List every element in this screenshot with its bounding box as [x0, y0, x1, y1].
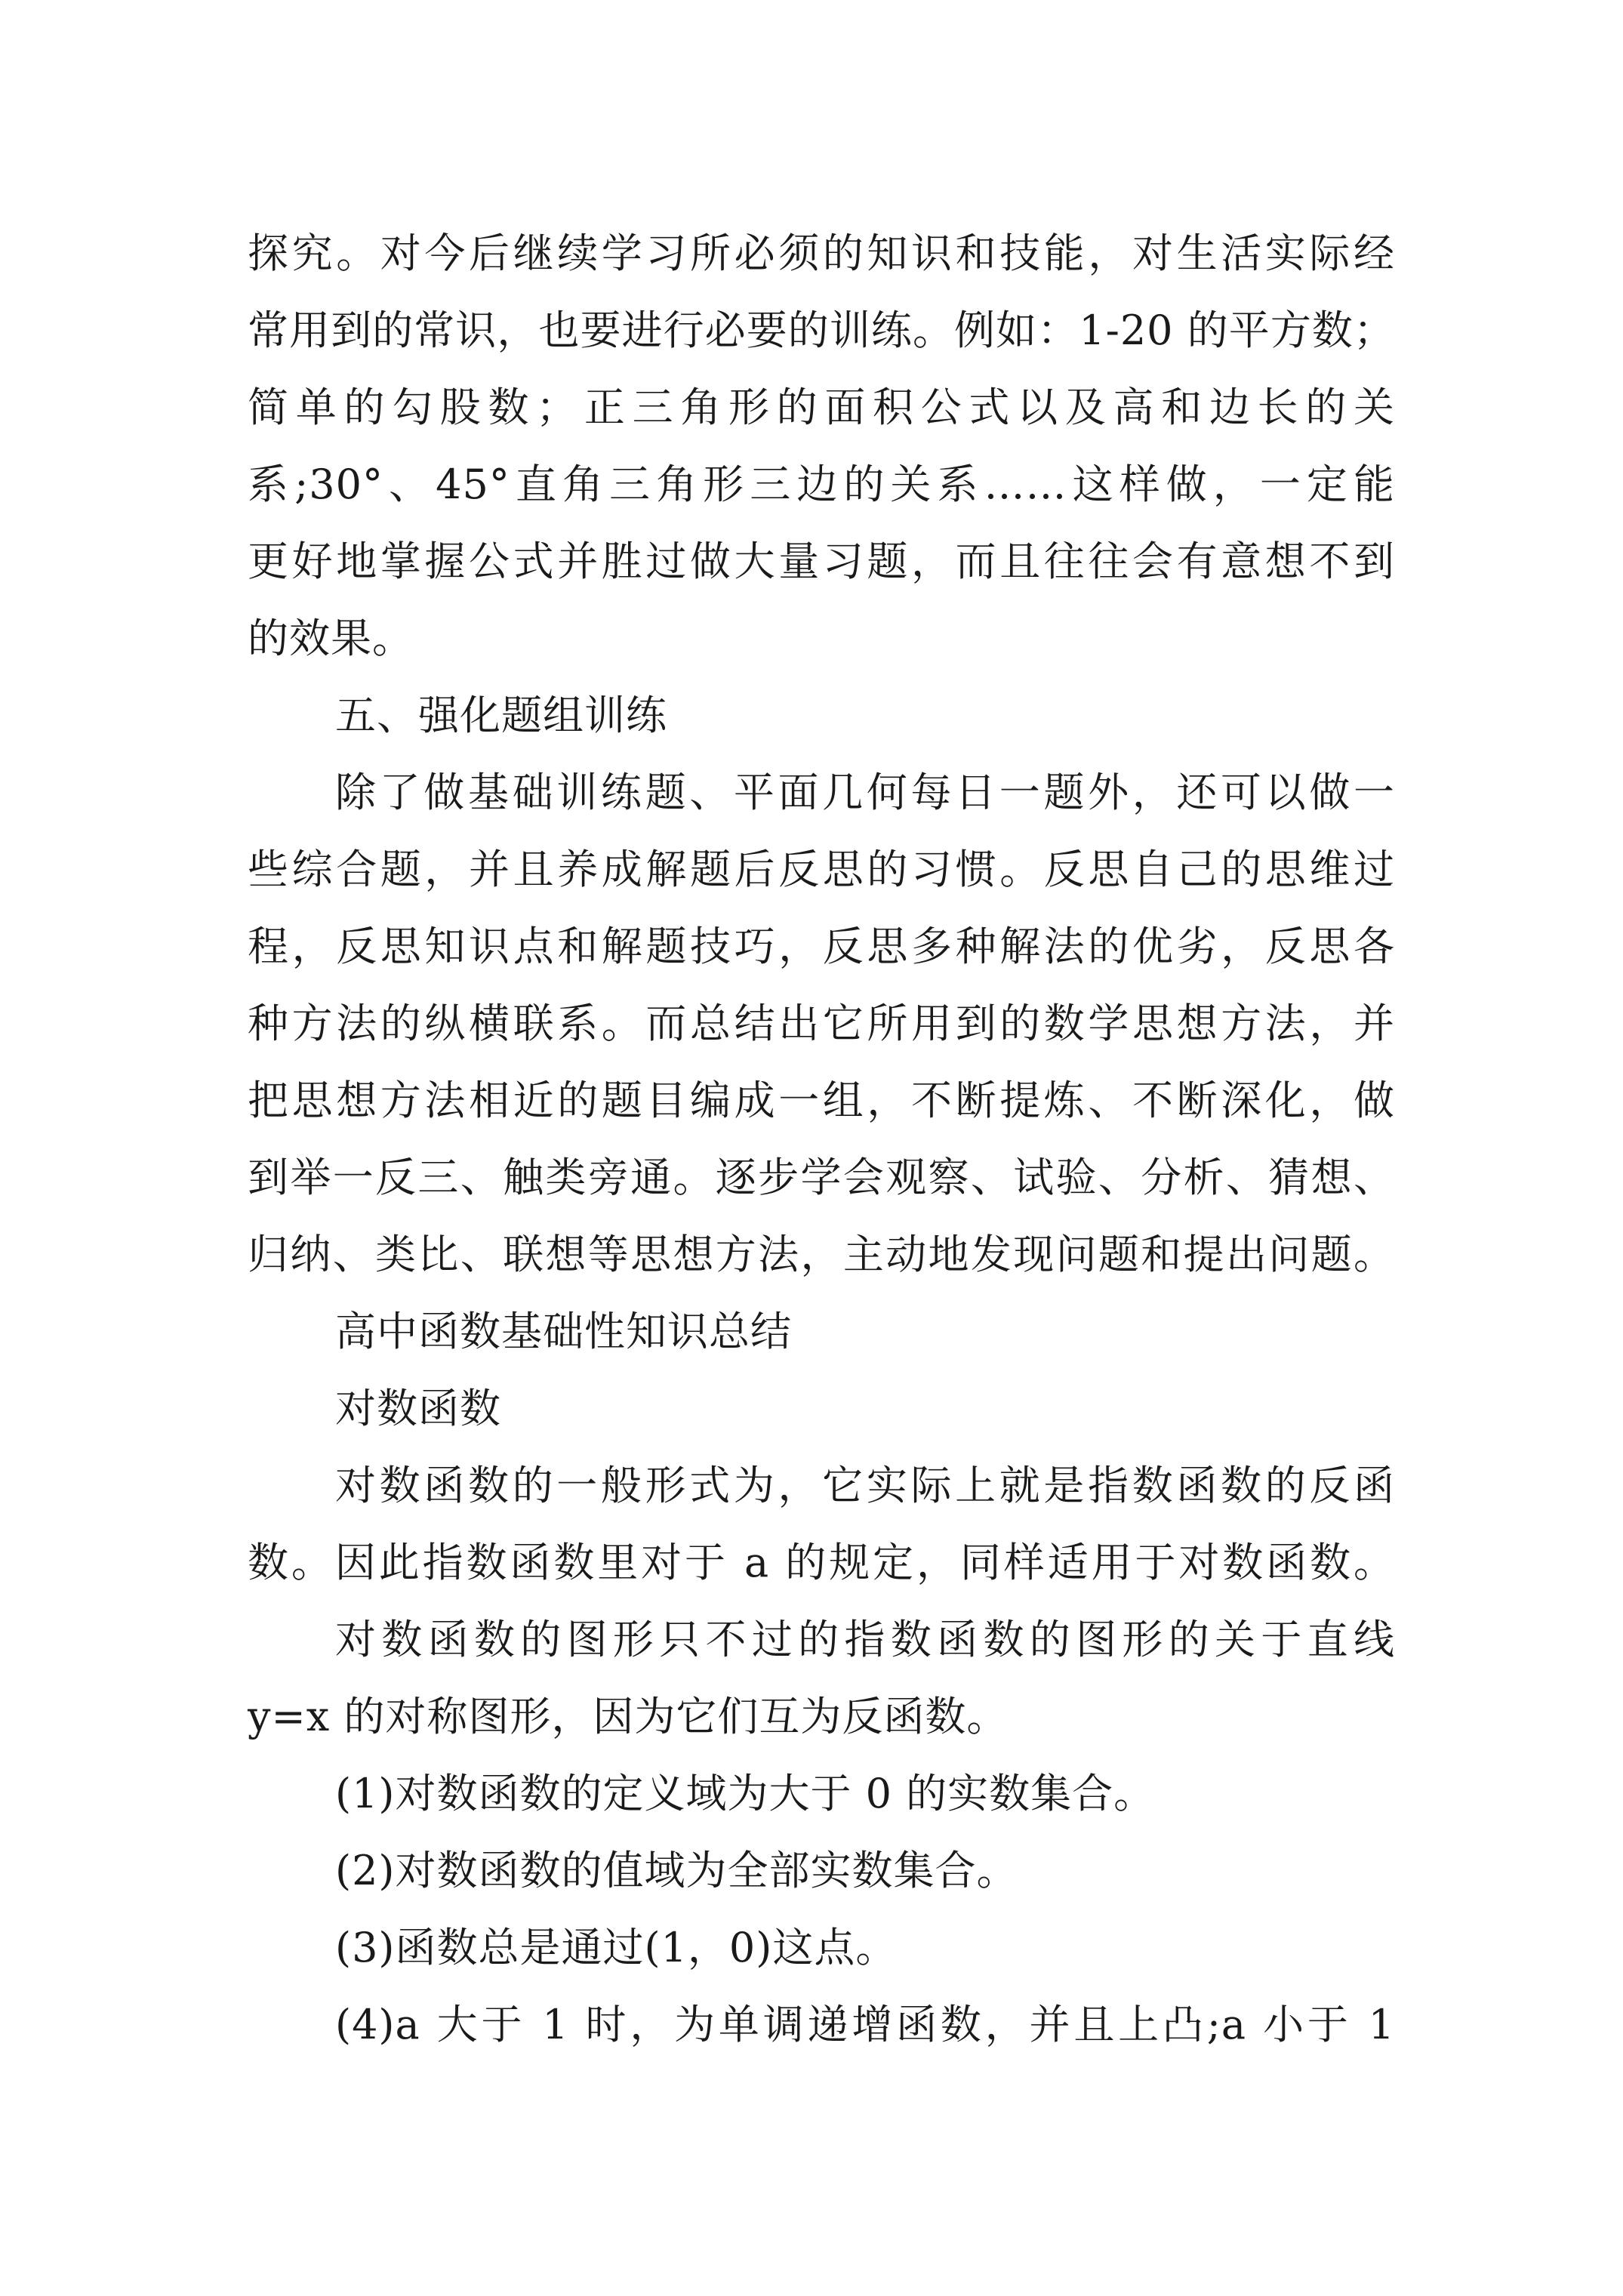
text-line-6: 的效果。 [248, 615, 414, 662]
text-line-8: 除了做基础训练题、平面几何每日一题外，还可以做一 [335, 769, 1395, 816]
text-line-1: 探究。对今后继续学习所必须的知识和技能，对生活实际经 [248, 230, 1395, 277]
text-line-11: 种方法的纵横联系。而总结出它所用到的数学思想方法，并 [248, 1000, 1395, 1047]
text-line-19: 对数函数的图形只不过的指数函数的图形的关于直线 [335, 1616, 1395, 1663]
text-line-2: 常用到的常识，也要进行必要的训练。例如：1-20 的平方数； [248, 307, 1395, 354]
text-line-5: 更好地掌握公式并胜过做大量习题，而且往往会有意想不到 [248, 538, 1395, 585]
text-line-4: 系;30°、45°直角三角形三边的关系……这样做，一定能 [248, 461, 1395, 508]
text-line-17: 对数函数的一般形式为，它实际上就是指数函数的反函 [335, 1462, 1395, 1509]
text-line-12: 把思想方法相近的题目编成一组，不断提炼、不断深化，做 [248, 1077, 1395, 1124]
list-item-4: (4)a 大于 1 时，为单调递增函数，并且上凸;a 小于 1 [335, 2001, 1395, 2048]
list-item-2: (2)对数函数的值域为全部实数集合。 [335, 1847, 1018, 1894]
topic-title: 高中函数基础性知识总结 [335, 1308, 792, 1355]
text-line-10: 程，反思知识点和解题技巧，反思多种解法的优劣，反思各 [248, 923, 1395, 970]
list-item-3: (3)函数总是通过(1，0)这点。 [335, 1924, 898, 1971]
text-line-13: 到举一反三、触类旁通。逐步学会观察、试验、分析、猜想、 [248, 1154, 1395, 1201]
section-heading: 五、强化题组训练 [335, 692, 667, 739]
text-line-20: y=x 的对称图形，因为它们互为反函数。 [248, 1693, 1009, 1740]
text-line-9: 些综合题，并且养成解题后反思的习惯。反思自己的思维过 [248, 846, 1395, 893]
list-item-1: (1)对数函数的定义域为大于 0 的实数集合。 [335, 1770, 1156, 1817]
text-line-18: 数。因此指数函数里对于 a 的规定，同样适用于对数函数。 [248, 1539, 1395, 1586]
text-line-14: 归纳、类比、联想等思想方法，主动地发现问题和提出问题。 [248, 1231, 1395, 1278]
subtopic-title: 对数函数 [335, 1385, 501, 1432]
document-body [248, 215, 1395, 2063]
text-line-3: 简单的勾股数；正三角形的面积公式以及高和边长的关 [248, 384, 1395, 431]
